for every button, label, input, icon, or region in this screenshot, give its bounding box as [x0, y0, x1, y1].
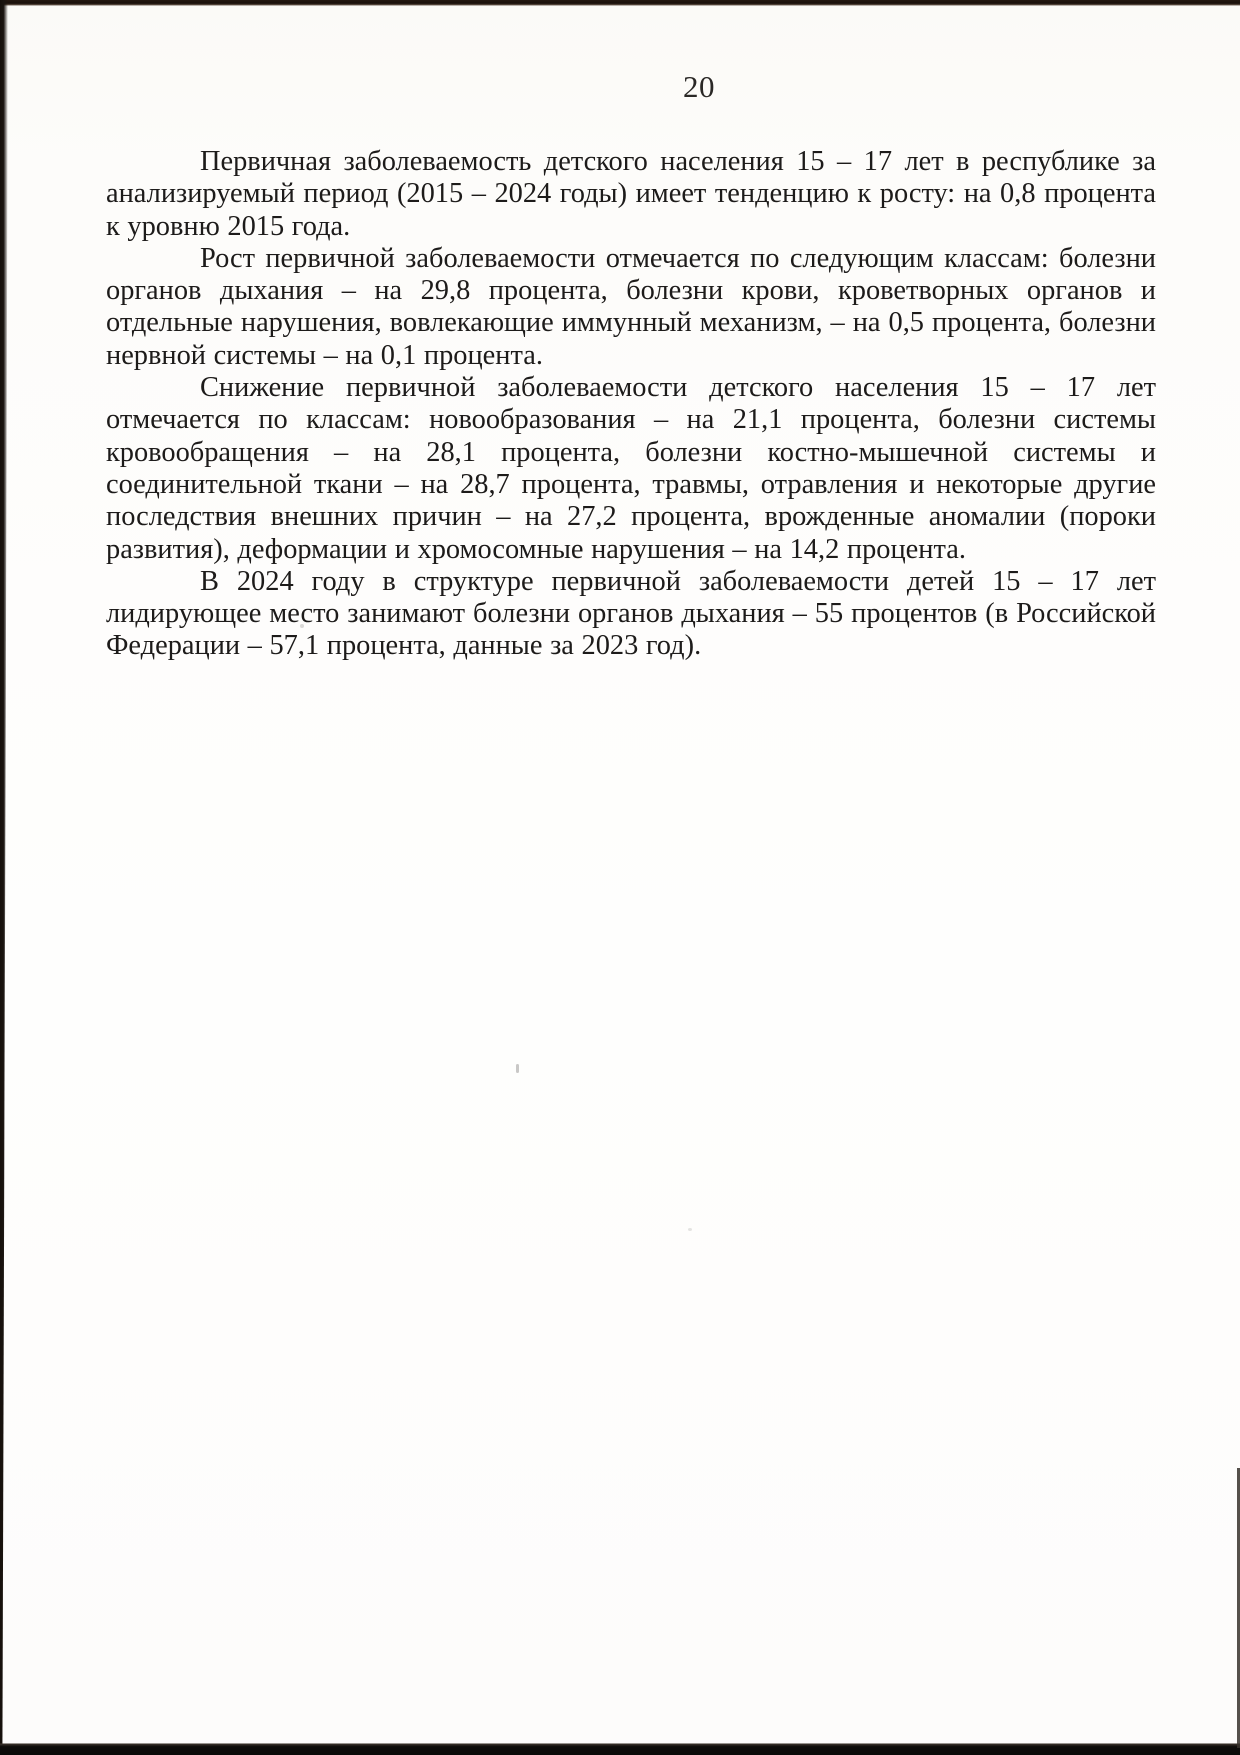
scan-edge-left — [0, 0, 8, 1755]
paragraph-primary-morbidity-trend: Первичная заболеваемость детского населения 15 – 17 лет в республике за анализируемый период (2015 – 2024 годы) имеет тенденцию к росту: на 0,8 процента к уровню 2015 года. — [106, 146, 1156, 242]
scan-edge-bottom — [0, 1743, 1240, 1755]
paragraph-morbidity-decline-classes: Снижение первичной заболеваемости детского населения 15 – 17 лет отмечается по классам: новообразования – на 21,1 процента, болезни системы кровообращения – на 28,1 процента, болезни костно-мышечной системы и соединительной ткани – на 28,7 процента, травмы, отравления и некоторые другие последствия внешних причин – на 27,2 процента, врожденные аномалии (пороки развития), деформации и хромосомные нарушения – на 14,2 процента. — [106, 372, 1156, 565]
document-text-block — [106, 146, 1156, 663]
page-number: 20 — [683, 69, 715, 104]
scan-artifact-speck — [688, 1228, 692, 1231]
scan-edge-top — [0, 0, 1240, 6]
paragraph-morbidity-growth-classes: Рост первичной заболеваемости отмечается по следующим классам: болезни органов дыхания – на 29,8 процента, болезни крови, кроветворных органов и отдельные нарушения, вовлекающие иммунный механизм, – на 0,5 процента, болезни нервной системы – на 0,1 процента. — [106, 242, 1156, 371]
scan-artifact-speck — [516, 1064, 519, 1073]
paragraph-2024-structure: В 2024 году в структуре первичной заболеваемости детей 15 – 17 лет лидирующее место занимают болезни органов дыхания – 55 процентов (в Российской Федерации – 57,1 процента, данные за 2023 год). — [106, 565, 1156, 662]
